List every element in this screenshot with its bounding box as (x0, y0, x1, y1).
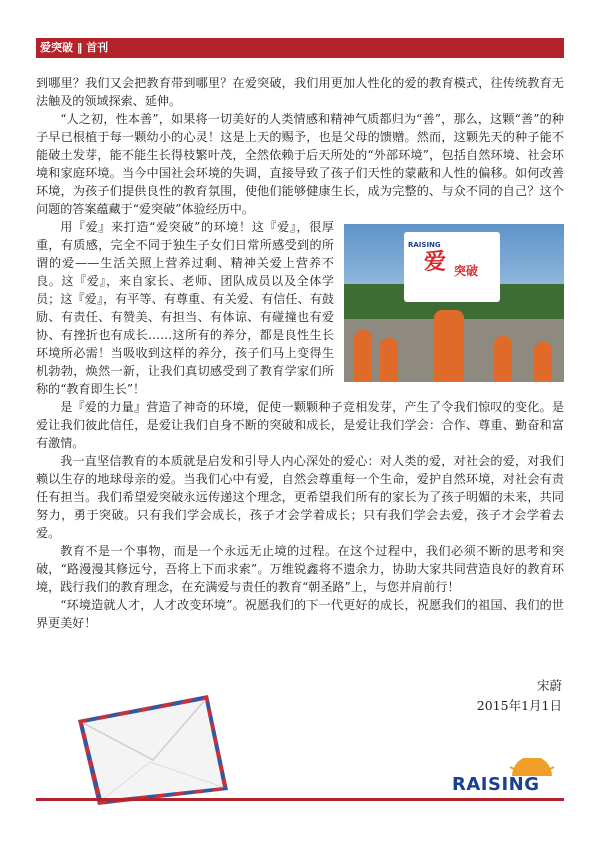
signature-date: 2015年1月1日 (476, 698, 562, 713)
paragraph-6: 教育不是一个事物，而是一个永远无止境的过程。在这个过程中，我们必须不断的思考和突破，“路漫漫其修远兮，吾将上下而求索”。万维锐鑫将不遗余力，协助大家共同营造良好的教育环境，践行我们的教育理念，在充满爱与责任的教育“朝圣路”上，与您并肩前行！ (36, 544, 564, 594)
author-name: 宋蔚 (536, 678, 562, 693)
paragraph-1: 到哪里？我们又会把教育带到哪里？在爱突破，我们用更加人性化的爱的教育模式，往传统教育无法触及的领域探索、延伸。 (36, 76, 564, 108)
paragraph-5: 我一直坚信教育的本质就是启发和引导人内心深处的爱心：对人类的爱，对社会的爱，对我们赖以生存的地球母亲的爱。当我们心中有爱，自然会尊重每一个生命，爱护自然环境，对社会有责任有担当。我们希望爱突破永远传递这个理念，更希望我们所有的家长为了孩子明媚的未来，共同努力，勇于突破。只有我们学会成长，孩子才会学着成长；只有我们学会去爱，孩子才会学着去爱。 (36, 454, 564, 540)
students-photo (344, 224, 564, 382)
photo-child (354, 330, 372, 382)
photo-child (534, 342, 552, 382)
article-body (36, 74, 564, 632)
photo-sign-big: 爱 (424, 250, 447, 275)
page-header-bar (36, 38, 564, 58)
footer-rule (36, 798, 564, 801)
logo-text: RAISING (452, 774, 540, 795)
envelope-illustration (58, 690, 233, 805)
photo-sign-small: 突破 (454, 264, 479, 278)
photo-sign-brand: RAISING (408, 241, 441, 249)
photo-sign-board (404, 232, 500, 302)
paragraph-2: “人之初，性本善”，如果将一切美好的人类情感和精神气质都归为“善”，那么，这颗“善”的种子早已根植于每一颗幼小的心灵！这是上天的赐予，也是父母的馈赠。然而，这颗先天的种子能不能破土发芽，能不能生长得枝繁叶茂，全然依赖于后天所处的“外部环境”，包括自然环境、社会环境和家庭环境。当今中国社会环境的失调，直接导致了孩子们天性的蒙蔽和人性的偏移。如何改善环境，为孩子们提供良性的教育氛围，使他们能够健康生长，成为完整的、与众不同的自己？这个问题的答案蕴藏于“爱突破”体验经历中。 (36, 112, 564, 216)
raising-logo (450, 760, 564, 800)
photo-child (434, 310, 464, 382)
paragraph-7: “环境造就人才，人才改变环境”。祝愿我们的下一代更好的成长，祝愿我们的祖国、我们的世界更美好！ (36, 598, 564, 630)
page-header-title: 爱突破 ‖ 首刊 (40, 41, 109, 54)
photo-child (380, 338, 398, 382)
paragraph-4: 是『爱的力量』营造了神奇的环境，促使一颗颗种子竞相发芽，产生了令我们惊叹的变化。是爱让我们彼此信任，是爱让我们自身不断的突破和成长，是爱让我们学会：合作、尊重、勤奋和富有激情。 (36, 400, 564, 450)
photo-child (494, 336, 512, 382)
paragraph-3: 用『爱』来打造“爱突破”的环境！这『爱』，很厚重，有质感，完全不同于独生子女们日常所感受到的所谓的爱——生活关照上营养过剩、精神关爱上营养不良。这『爱』，来自家长、老师、团队成员以及全体学员；这『爱』，有平等、有尊重、有关爱、有信任、有鼓励、有责任、有赞美、有担当、有体谅、有碰撞也有爱协、有挫折也有成长……这所有的养分，都是良性生长环境所必需！当吸收到这样的养分，孩子们马上变得生机勃勃，焕然一新，让我们真切感受到了教育学家们所称的“教育即生长”！ (36, 220, 334, 396)
